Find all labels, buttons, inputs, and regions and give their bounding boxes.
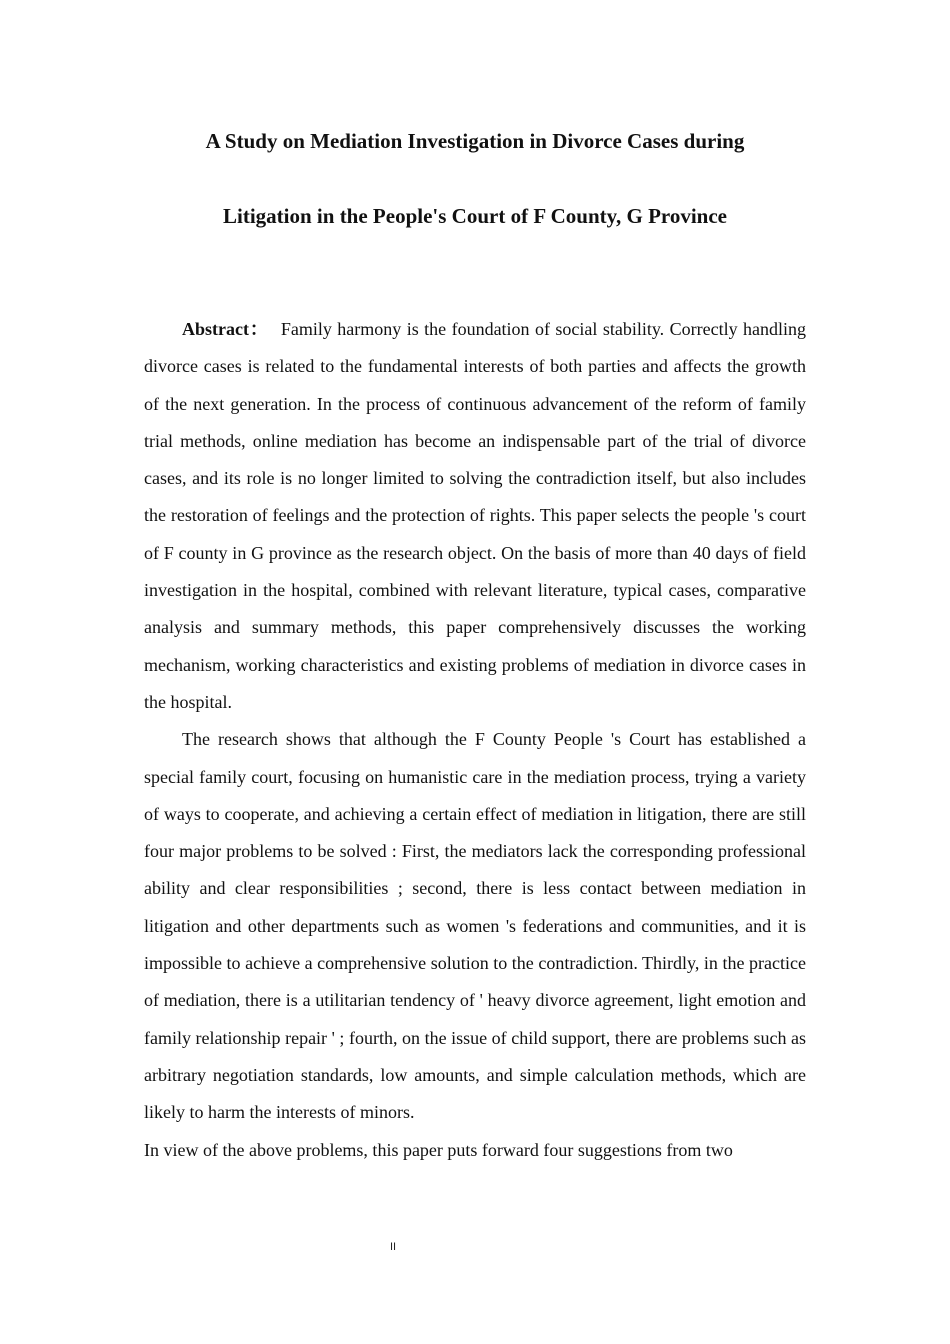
abstract-paragraph-2: The research shows that although the F County People 's Court has established a special family court, focusing on humanistic care in the mediation process, trying a variety of ways to cooperate, and achieving a certain effect of mediation in litigation, there are still four major problems to be solved : First, the mediators lack the corresponding professional ability and clear responsibilities ; second, there is less contact between mediation in litigation and other departments such as women 's federations and communities, and it is impossible to achieve a comprehensive solution to the contradiction. Thirdly, in the practice of mediation, there is a utilitarian tendency of ' heavy divorce agreement, light emotion and family relationship repair ' ; fourth, on the issue of child support, there are problems such as arbitrary negotiation standards, low amounts, and simple calculation methods, which are likely to harm the interests of minors.	[144, 729, 806, 1123]
abstract-paragraph-1	[144, 311, 806, 721]
abstract-paragraph-3: In view of the above problems, this paper puts forward four suggestions from two	[144, 1139, 733, 1160]
abstract-colon: ：	[248, 319, 269, 339]
abstract-paragraph-1-text: Family harmony is the foundation of social stability. Correctly handling divorce cases is related to the fundamental interests of both parties and affects the growth of the next generation. In the process of continuous advancement of the reform of family trial methods, online mediation has become an indispensable part of the trial of divorce cases, and its role is no longer limited to solving the contradiction itself, but also includes the restoration of feelings and the protection of rights. This paper selects the people 's court of F county in G province as the research object. On the basis of more than 40 days of field investigation in the hospital, combined with relevant literature, typical cases, comparative analysis and summary methods, this paper comprehensively discusses the working mechanism, working characteristics and existing problems of mediation in divorce cases in the hospital.	[144, 319, 807, 712]
page-number: II	[389, 1241, 397, 1253]
paper-title-line-2: Litigation in the People's Court of F County, G Province	[223, 204, 727, 228]
paper-title-line-1: A Study on Mediation Investigation in Divorce Cases during	[205, 129, 745, 153]
abstract-label: Abstract	[182, 319, 249, 339]
abstract-section	[144, 311, 806, 1169]
